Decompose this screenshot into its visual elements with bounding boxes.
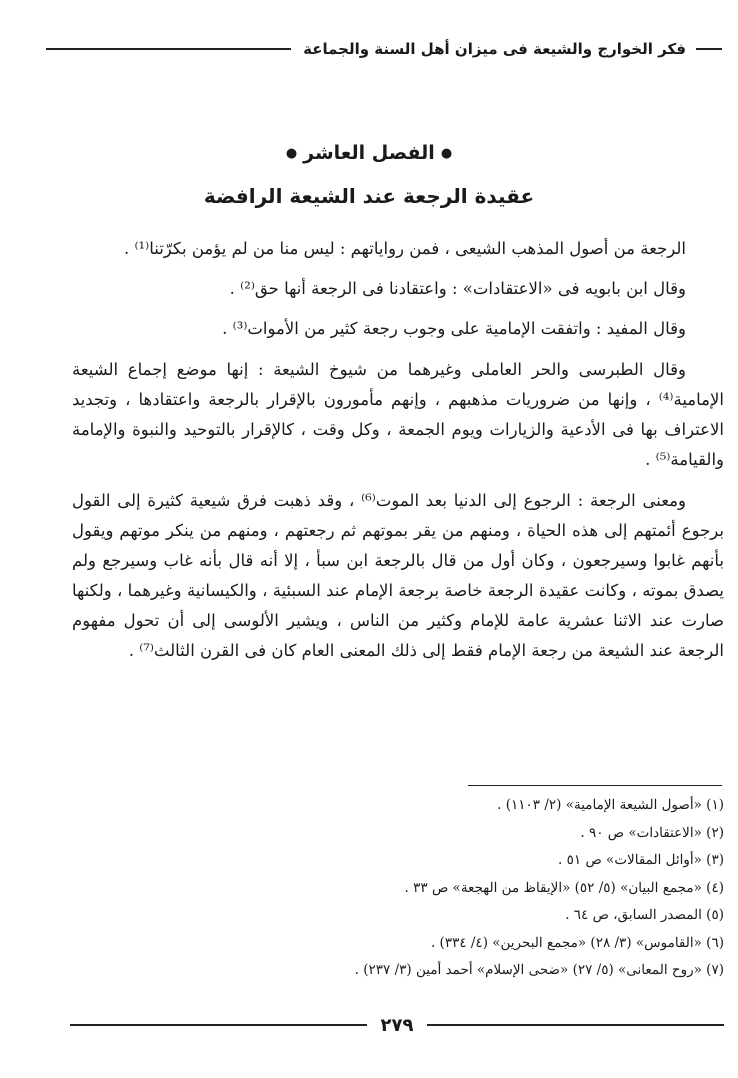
chapter-label: الفصل العاشر — [303, 142, 435, 164]
footnote: (٤) «مجمع البيان» (٥/ ٥٢) «الإيقاظ من الهجعة» ص ٣٣ . — [404, 879, 724, 896]
paragraph: الرجعة من أصول المذهب الشيعى ، فمن رواياتهم : ليس منا من لم يؤمن بكرّتنا⁽¹⁾ . — [123, 239, 686, 258]
footer-rule-right — [427, 1024, 724, 1026]
footnote: (٧) «روح المعانى» (٥/ ٢٧) «ضحى الإسلام» أحمد أمين (٣/ ٢٣٧) . — [354, 962, 724, 978]
paragraph: ومعنى الرجعة : الرجوع إلى الدنيا بعد الموت⁽⁶⁾ ، وقد ذهبت فرق شيعية كثيرة إلى القول برجوع أئمتهم إلى هذه الحياة ، ومنهم من يقر بموتهم ثم رجعتهم ، ومنهم من ينكر موتهم ويقول بأنهم غابوا وسيرجعون ، وكان أول من قال بالرجعة ابن سبأ ، إلا أنه قال بأنه غاب وسيرجع ولم يصدق بموته ، وكانت عقيدة الرجعة خاصة برجعة الإمام عند السبئية ، والكيسانية وغيرهما ، ولكنها صارت عند الاثنا عشرية عامة للإمام وكثير من الناس ، ويشير الألوسى إلى أن تحول مفهوم الرجعة عند الشيعة من رجعة الإمام فقط إلى ذلك المعنى العام كان فى القرن الثالث⁽⁷⁾ . — [72, 491, 724, 660]
body-text — [72, 234, 724, 677]
chapter-bullet-left: ● — [285, 146, 298, 161]
footnote: (٣) «أوائل المقالات» ص ٥١ . — [558, 852, 724, 868]
footnotes — [72, 792, 724, 985]
paragraph: وقال ابن بابويه فى «الاعتقادات» : واعتقادنا فى الرجعة أنها حق⁽²⁾ . — [229, 279, 686, 298]
footnote-separator — [468, 785, 722, 786]
paragraph: وقال المفيد : واتفقت الإمامية على وجوب رجعة كثير من الأموات⁽³⁾ . — [222, 319, 686, 338]
chapter-bullet-right: ● — [440, 146, 453, 161]
footnote: (٢) «الاعتقادات» ص ٩٠ . — [580, 824, 724, 841]
page-number: ٢٧٩ — [380, 1014, 414, 1036]
header-rule-right — [696, 48, 722, 50]
page-footer — [70, 1012, 724, 1038]
footnote: (٦) «القاموس» (٣/ ٢٨) «مجمع البحرين» (٤/ ٣٣٤) . — [430, 934, 724, 951]
running-header — [46, 34, 722, 64]
paragraph: وقال الطبرسى والحر العاملى وغيرهما من شيوخ الشيعة : إنها موضع إجماع الشيعة الإمامية⁽⁴⁾ ، وإنها من ضروريات مذهبهم ، وإنهم مأمورون بالإقرار بالرجعة واعتقادها ، وتجديد الاعتراف بها فى الأدعية والزيارات ويوم الجمعة ، وكل وقت ، كالإقرار بالتوحيد والنبوة والإمامة والقيامة⁽⁵⁾ . — [72, 360, 724, 469]
section-title: عقيدة الرجعة عند الشيعة الرافضة — [203, 184, 535, 208]
footnote: (٥) المصدر السابق، ص ٦٤ . — [565, 907, 724, 923]
header-rule-left — [46, 48, 291, 50]
footer-rule-left — [70, 1024, 367, 1026]
chapter-heading — [0, 142, 738, 164]
footnote: (١) «أصول الشيعة الإمامية» (٢/ ١١٠٣) . — [497, 797, 724, 813]
running-title: فكر الخوارج والشيعة فى ميزان أهل السنة والجماعة — [303, 40, 686, 58]
